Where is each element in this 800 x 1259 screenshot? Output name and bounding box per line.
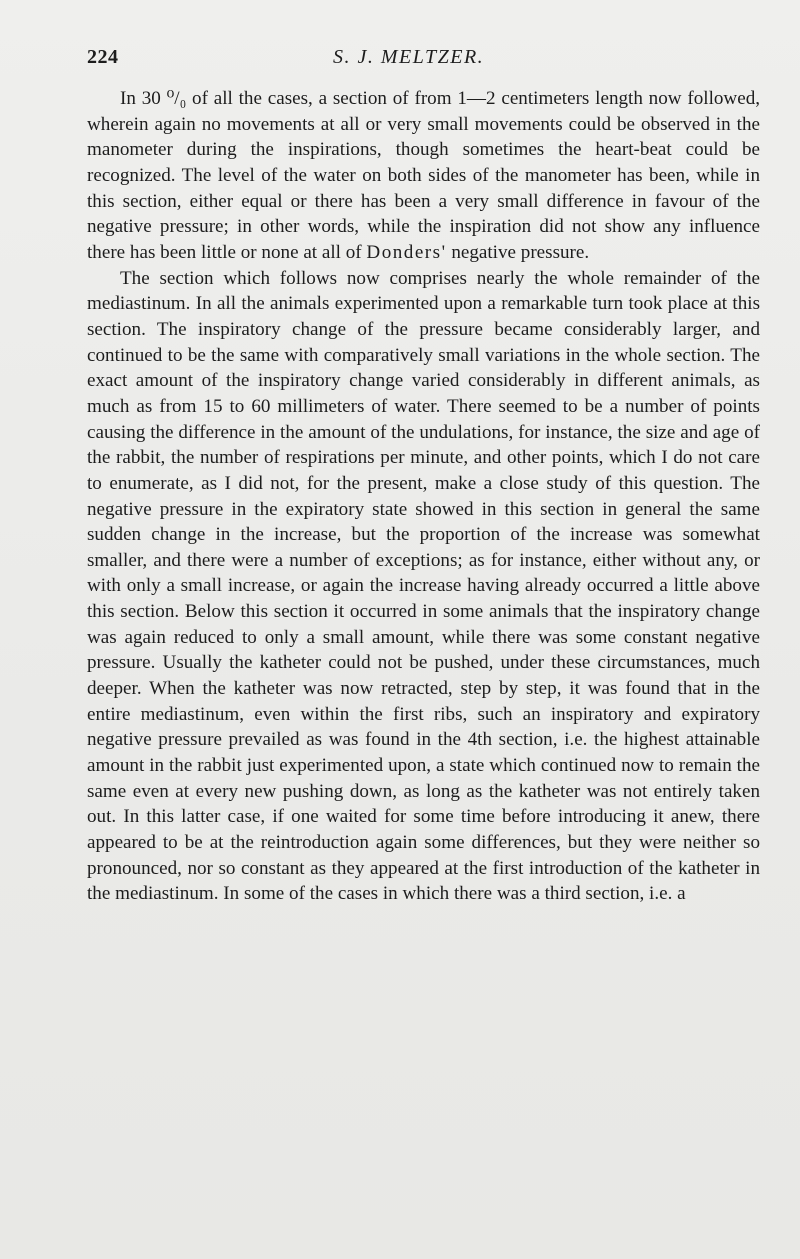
paragraph-1-part-a: In 30 (120, 88, 167, 109)
percent-sign: ⁰/₀ (166, 88, 187, 109)
page-number: 224 (87, 46, 119, 68)
running-head: S. J. MELTZER. (333, 46, 485, 68)
donders-name: Donders' (366, 241, 447, 263)
paragraph-1-part-e: negative pressure. (446, 241, 590, 263)
paragraph-2: The section which follows now comprises nearly the whole remainder of the mediastinum. In all the animals experimented upon a remarkable turn took place at this section. The inspiratory change of the pressure became considerably larger, and continued to be the same with comparatively small variations in the whole section. The exact amount of the inspiratory change varied considerably in different animals, as much as from 15 to 60 millimeters of water. There seemed to be a number of points causing the difference in the amount of the undulations, for instance, the size and age of the rabbit, the number of respirations per minute, and other points, which I do not care to enumerate, as I did not, for the present, make a close study of this question. The negative pressure in the expiratory state showed in this section in general the same sudden change in the increase, but the proportion of the increase was somewhat smaller, and there were a number of exceptions; as for instance, either without any, or with only a small increase, or again the increase having already occurred a little above this section. Below this section it occurred in some animals that the inspiratory change was again reduced to only a small amount, while there was some constant negative pressure. Usually the katheter could not be pushed, under these circumstances, much deeper. When the katheter was now retracted, step by step, it was found that in the entire mediastinum, even within the first ribs, such an inspiratory and expiratory negative pressure prevailed as was found in the 4th section, i.e. the highest attainable amount in the rabbit just experimented upon, a state which continued now to remain the same even at every new pushing down, as long as the katheter was not entirely taken out. In this latter case, if one waited for some time before introducing it anew, there appeared to be at the reintroduction again some differences, but they were neither so pronounced, nor so constant as they appeared at the first introduction of the katheter in the mediastinum. In some of the cases in which there was a third section, i.e. a (87, 267, 760, 905)
paragraph-1 (87, 86, 760, 266)
page-header (87, 46, 759, 78)
body-text (87, 86, 760, 907)
paragraph-1-part-c: of all the cases, a section of from 1—2 centimeters length now followed, wherein again no movements at all or very small movements could be observed in the manometer during the inspirations, though sometimes the heart-beat could be recognized. The level of the water on both sides of the manometer has been, while in this section, either equal or there has been a very small difference in favour of the negative pressure; in other words, while the inspiration did not show any influence there has been little or none at all of (87, 88, 761, 263)
